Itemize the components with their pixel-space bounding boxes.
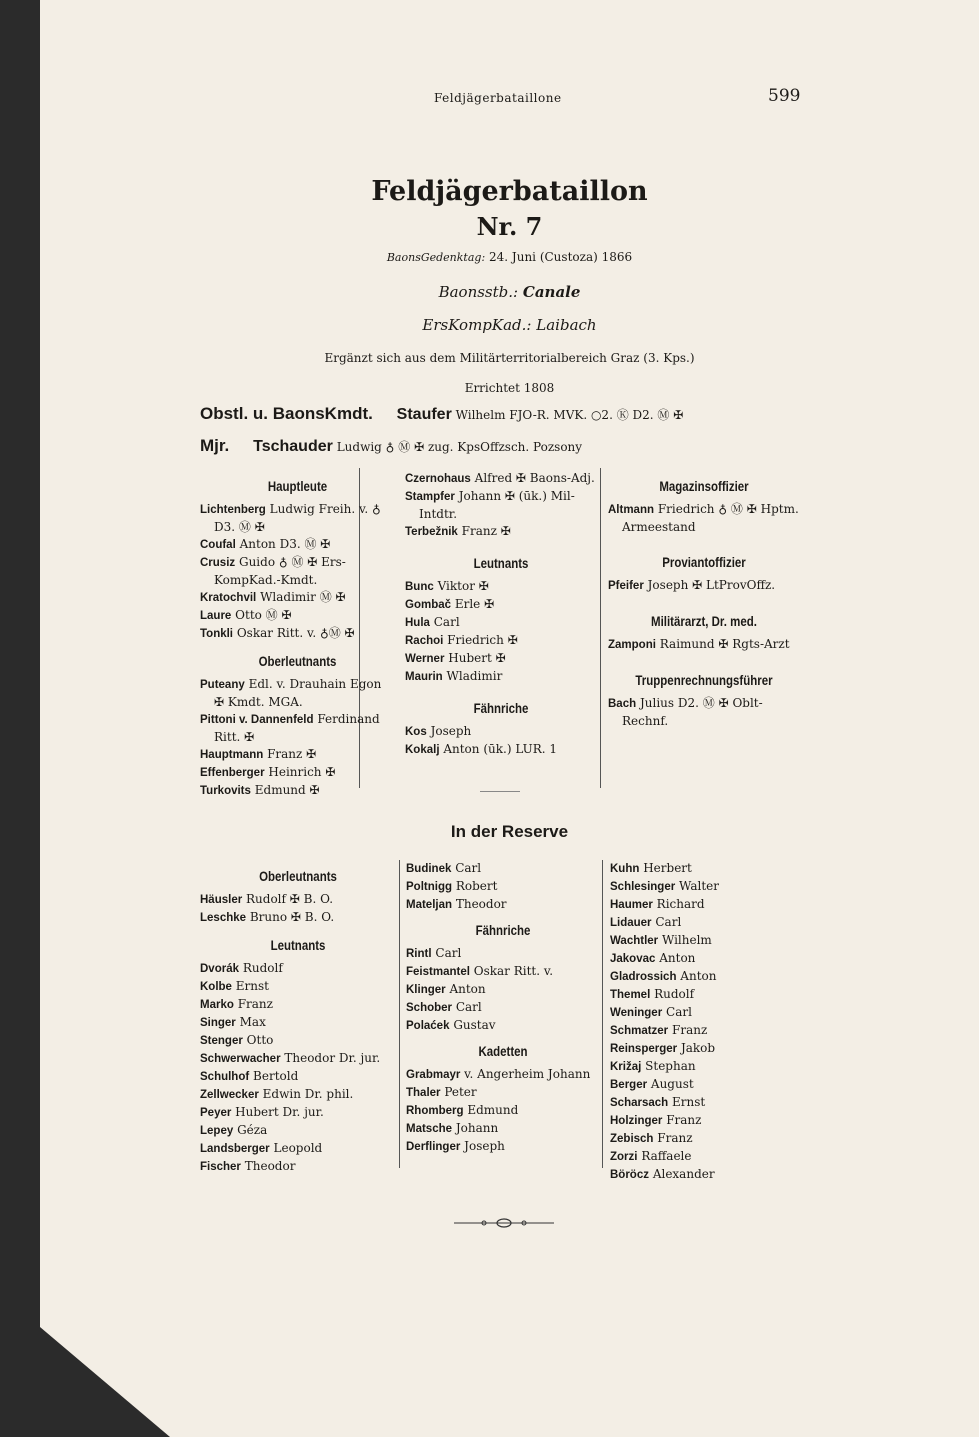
entry-details: Anton — [449, 982, 486, 996]
entry-surname: Puteany — [200, 679, 245, 691]
reserve-heading: In der Reserve — [450, 822, 569, 841]
roster-entry — [406, 860, 600, 878]
entry-details: Jakob — [680, 1041, 716, 1055]
roster-entry — [200, 676, 395, 711]
entry-surname: Haumer — [610, 899, 653, 911]
column-divider — [399, 860, 400, 1168]
entry-details: Franz — [237, 997, 273, 1011]
entry-surname: Terbežnik — [405, 526, 458, 538]
entry-details: Theodor — [455, 897, 507, 911]
entry-surname: Marko — [200, 999, 234, 1011]
entry-surname: Mateljan — [406, 899, 453, 911]
major-details: Ludwig ♁ Ⓜ ✠ zug. KpsOffzsch. Pozsony — [336, 440, 583, 454]
entry-details: Ludwig Freih. v. ♁ D3. Ⓜ ✠ — [214, 502, 381, 534]
entry-surname: Zorzi — [610, 1151, 638, 1163]
roster-entry — [200, 764, 395, 782]
entry-surname: Dvorák — [200, 963, 239, 975]
entry-details: Joseph — [430, 724, 472, 738]
entry-surname: Leschke — [200, 912, 247, 924]
kadetten-heading: Kadetten — [478, 1043, 528, 1059]
entry-details: Carl — [666, 1005, 692, 1019]
roster-entry — [610, 1076, 800, 1094]
baonsstab-value: Canale — [522, 283, 581, 301]
entry-surname: Maurin — [405, 671, 443, 683]
short-rule — [480, 791, 520, 792]
reserve-leutnants-heading: Leutnants — [270, 937, 326, 953]
page-number: 599 — [768, 86, 801, 106]
entry-surname: Gombač — [405, 599, 452, 611]
entry-details: Otto — [246, 1033, 274, 1047]
entry-surname: Hula — [405, 617, 430, 629]
entry-surname: Fischer — [200, 1161, 241, 1173]
erskomp-value: Laibach — [536, 316, 597, 334]
roster-entry — [610, 1004, 800, 1022]
entry-surname: Scharsach — [610, 1097, 669, 1109]
entry-surname: Schmatzer — [610, 1025, 669, 1037]
proviant-list — [608, 577, 800, 595]
entry-details: Franz ✠ — [461, 524, 511, 538]
entry-surname: Kolbe — [200, 981, 232, 993]
entry-surname: Kos — [405, 726, 427, 738]
entry-surname: Schlesinger — [610, 881, 676, 893]
fahnriche-list — [405, 723, 597, 759]
major-rank: Mjr. — [200, 436, 230, 455]
roster-entry — [200, 1068, 396, 1086]
entry-surname: Grabmayr — [406, 1069, 461, 1081]
commander-name: Staufer — [396, 406, 452, 423]
entry-surname: Gladrossich — [610, 971, 677, 983]
roster-entry — [406, 1120, 600, 1138]
entry-details: Theodor — [244, 1159, 296, 1173]
roster-entry — [405, 650, 597, 668]
entry-surname: Werner — [405, 653, 445, 665]
entry-details: Anton (ūk.) LUR. 1 — [443, 742, 558, 756]
active-col3 — [608, 470, 800, 730]
page-subtitle: Nr. 7 — [476, 212, 543, 241]
entry-surname: Tonkli — [200, 628, 234, 640]
entry-surname: Bunc — [405, 581, 434, 593]
roster-entry — [200, 978, 396, 996]
hauptleute-list — [200, 501, 395, 643]
entry-surname: Wachtler — [610, 935, 659, 947]
entry-surname: Rintl — [406, 948, 432, 960]
roster-entry — [200, 782, 395, 800]
baonsstab-label: Baonsstb.: — [438, 283, 519, 301]
entry-details: Edmund — [467, 1103, 519, 1117]
entry-details: Peter — [444, 1085, 477, 1099]
roster-entry — [200, 746, 395, 764]
entry-details: Ernst — [672, 1095, 706, 1109]
entry-surname: Laure — [200, 610, 232, 622]
entry-details: Julius D2. Ⓜ ✠ Oblt-Rechnf. — [622, 696, 763, 728]
entry-surname: Häusler — [200, 894, 243, 906]
entry-details: Edl. v. Drauhain Egon ✠ Kmdt. MGA. — [214, 677, 382, 709]
magazin-list — [608, 501, 800, 536]
entry-details: Anton — [659, 951, 696, 965]
active-col2 — [405, 470, 597, 759]
entry-details: Carl — [455, 1000, 482, 1014]
entry-surname: Böröcz — [610, 1169, 649, 1181]
reserve-col2 — [406, 860, 600, 1156]
reserve-oberleutnants-list — [200, 891, 396, 927]
entry-details: Robert — [455, 879, 498, 893]
entry-details: Erle ✠ — [454, 597, 495, 611]
entry-surname: Feistmantel — [406, 966, 470, 978]
staff-list — [405, 470, 597, 541]
entry-surname: Polaćek — [406, 1020, 450, 1032]
leutnants-list — [405, 578, 597, 686]
entry-surname: Matsche — [406, 1123, 453, 1135]
document-page — [40, 0, 979, 1437]
roster-entry — [200, 909, 396, 927]
roster-entry — [406, 1066, 600, 1084]
roster-entry — [200, 1050, 396, 1068]
entry-details: Johann — [455, 1121, 499, 1135]
entry-details: Franz — [666, 1113, 702, 1127]
entry-details: Wladimir Ⓜ ✠ — [260, 590, 346, 604]
commander-rank: Obstl. u. BaonsKmdt. — [200, 404, 373, 423]
roster-entry — [200, 1014, 396, 1032]
kadetten-list — [406, 1066, 600, 1156]
torn-corner — [40, 1327, 170, 1437]
gedenktag — [40, 250, 979, 264]
entry-details: Oskar Ritt. v. — [473, 964, 554, 978]
entry-surname: Jakovac — [610, 953, 656, 965]
roster-entry — [610, 1040, 800, 1058]
entry-surname: Hauptmann — [200, 749, 264, 761]
roster-entry — [200, 1158, 396, 1176]
roster-entry — [200, 536, 395, 554]
roster-entry — [405, 578, 597, 596]
roster-entry — [610, 950, 800, 968]
roster-entry — [200, 1086, 396, 1104]
entry-details: Bertold — [253, 1069, 299, 1083]
entry-details: Max — [239, 1015, 266, 1029]
reserve-fahnriche-list — [406, 945, 600, 1035]
arzt-heading: Militärarzt, Dr. med. — [651, 613, 757, 629]
roster-entry — [610, 914, 800, 932]
entry-surname: Pittoni v. Dannenfeld — [200, 714, 314, 726]
roster-entry — [610, 1022, 800, 1040]
roster-entry — [406, 963, 600, 981]
entry-surname: Kuhn — [610, 863, 640, 875]
roster-entry — [608, 695, 800, 730]
entry-details: Leopold — [273, 1141, 323, 1155]
entry-details: Gustav — [453, 1018, 496, 1032]
roster-entry — [405, 668, 597, 686]
entry-details: Carl — [435, 946, 462, 960]
entry-surname: Lichtenberg — [200, 504, 266, 516]
entry-details: Heinrich ✠ — [268, 765, 336, 779]
roster-entry — [405, 723, 597, 741]
oberleutnants-heading: Oberleutnants — [258, 653, 337, 669]
roster-entry — [406, 981, 600, 999]
entry-details: Hubert Dr. jur. — [235, 1105, 324, 1119]
entry-details: Rudolf — [242, 961, 283, 975]
roster-entry — [405, 614, 597, 632]
entry-details: Alexander — [652, 1167, 715, 1181]
entry-surname: Klinger — [406, 984, 446, 996]
entry-surname: Stenger — [200, 1035, 243, 1047]
entry-surname: Rachoi — [405, 635, 444, 647]
entry-surname: Landsberger — [200, 1143, 270, 1155]
roster-entry — [608, 501, 800, 536]
commander-row — [200, 404, 683, 424]
entry-surname: Berger — [610, 1079, 648, 1091]
roster-entry — [406, 1102, 600, 1120]
proviant-heading: Proviantoffizier — [662, 554, 746, 570]
entry-details: Otto Ⓜ ✠ — [235, 608, 292, 622]
roster-entry — [406, 1138, 600, 1156]
roster-entry — [200, 625, 395, 643]
entry-surname: Bach — [608, 698, 637, 710]
roster-entry — [406, 999, 600, 1017]
entry-details: Joseph — [464, 1139, 505, 1153]
roster-entry — [608, 636, 800, 654]
entry-details: Viktor ✠ — [437, 579, 489, 593]
entry-details: August — [650, 1077, 694, 1091]
entry-surname: Derflinger — [406, 1141, 461, 1153]
roster-entry — [405, 488, 597, 523]
entry-surname: Kokalj — [405, 744, 440, 756]
entry-details: Franz — [672, 1023, 708, 1037]
entry-details: Rudolf ✠ B. O. — [246, 892, 334, 906]
roster-entry — [200, 1122, 396, 1140]
gedenktag-value: 24. Juni (Custoza) 1866 — [489, 250, 633, 264]
entry-surname: Reinsperger — [610, 1043, 678, 1055]
entry-surname: Holzinger — [610, 1115, 663, 1127]
roster-entry — [610, 986, 800, 1004]
ornament-divider — [454, 1213, 554, 1233]
arzt-list — [608, 636, 800, 654]
reserve-col1 — [200, 862, 396, 1176]
roster-entry — [200, 1140, 396, 1158]
reserve-leutnants-list — [200, 960, 396, 1176]
entry-surname: Križaj — [610, 1061, 642, 1073]
entry-surname: Czernohaus — [405, 473, 471, 485]
entry-details: Carl — [455, 861, 482, 875]
roster-entry — [406, 1084, 600, 1102]
roster-entry — [610, 896, 800, 914]
entry-details: Ernst — [235, 979, 269, 993]
roster-entry — [610, 1166, 800, 1184]
entry-details: Franz — [657, 1131, 693, 1145]
entry-details: Ferdinand Ritt. ✠ — [214, 712, 380, 744]
entry-surname: Zebisch — [610, 1133, 654, 1145]
truppen-heading: Truppenrechnungsführer — [635, 672, 773, 688]
gedenktag-label: BaonsGedenktag: — [386, 251, 486, 264]
entry-surname: Pfeifer — [608, 580, 644, 592]
running-head: Feldjägerbataillone — [434, 91, 562, 105]
entry-surname: Zellwecker — [200, 1089, 259, 1101]
hauptleute-heading: Hauptleute — [267, 478, 328, 494]
roster-entry — [610, 1130, 800, 1148]
entry-surname: Effenberger — [200, 767, 265, 779]
magazin-heading: Magazinsoffizier — [659, 478, 749, 494]
roster-entry — [200, 711, 395, 746]
roster-entry — [610, 1112, 800, 1130]
leutnants-heading: Leutnants — [473, 555, 529, 571]
entry-details: Richard — [656, 897, 705, 911]
entry-surname: Zamponi — [608, 639, 656, 651]
roster-entry — [405, 523, 597, 541]
entry-details: v. Angerheim Johann — [464, 1067, 591, 1081]
entry-surname: Thaler — [406, 1087, 441, 1099]
roster-entry — [610, 878, 800, 896]
reserve-top-list — [406, 860, 600, 914]
entry-surname: Poltnigg — [406, 881, 452, 893]
entry-details: Edwin Dr. phil. — [262, 1087, 354, 1101]
entry-surname: Peyer — [200, 1107, 232, 1119]
entry-surname: Turkovits — [200, 785, 251, 797]
column-divider — [602, 860, 603, 1168]
roster-entry — [405, 632, 597, 650]
truppen-list — [608, 695, 800, 730]
roster-entry — [406, 1017, 600, 1035]
roster-entry — [200, 996, 396, 1014]
entry-details: Wilhelm — [661, 933, 712, 947]
entry-surname: Budinek — [406, 863, 452, 875]
entry-surname: Singer — [200, 1017, 236, 1029]
entry-details: Theodor Dr. jur. — [284, 1051, 381, 1065]
reserve-col3-list — [610, 860, 800, 1184]
fahnriche-heading: Fähnriche — [473, 700, 529, 716]
roster-entry — [200, 589, 395, 607]
entry-details: Herbert — [643, 861, 692, 875]
roster-entry — [200, 1032, 396, 1050]
entry-details: Carl — [655, 915, 682, 929]
entry-details: Friedrich ♁ Ⓜ ✠ Hptm. Armeestand — [622, 502, 799, 534]
entry-surname: Coufal — [200, 539, 236, 551]
roster-entry — [406, 945, 600, 963]
entry-details: Carl — [433, 615, 460, 629]
roster-entry — [610, 1058, 800, 1076]
commander-details: Wilhelm FJO-R. MVK. ○2. Ⓚ D2. Ⓜ ✠ — [455, 408, 684, 422]
entry-surname: Schober — [406, 1002, 453, 1014]
errichtet-line: Errichtet 1808 — [464, 381, 555, 395]
roster-entry — [200, 891, 396, 909]
active-col1 — [200, 470, 395, 800]
entry-details: Wladimir — [446, 669, 503, 683]
entry-details: Walter — [679, 879, 719, 893]
entry-details: Edmund ✠ — [254, 783, 320, 797]
entry-details: Johann ✠ (ūk.) Mil-Intdtr. — [419, 489, 575, 521]
entry-details: Guido ♁ Ⓜ ✠ Ers-KompKad.-Kmdt. — [214, 555, 346, 587]
entry-details: Bruno ✠ B. O. — [249, 910, 335, 924]
entry-surname: Kratochvil — [200, 592, 257, 604]
entry-surname: Lepey — [200, 1125, 234, 1137]
entry-details: Friedrich ✠ — [447, 633, 518, 647]
roster-entry — [405, 596, 597, 614]
erskomp — [40, 316, 979, 334]
entry-details: Anton — [680, 969, 717, 983]
roster-entry — [610, 860, 800, 878]
page-title: Feldjägerbataillon — [371, 176, 648, 207]
major-row — [200, 436, 582, 456]
roster-entry — [610, 1148, 800, 1166]
roster-entry — [405, 741, 597, 759]
entry-details: Oskar Ritt. v. ♁Ⓜ ✠ — [236, 626, 355, 640]
roster-entry — [200, 607, 395, 625]
roster-entry — [405, 470, 597, 488]
roster-entry — [610, 968, 800, 986]
roster-entry — [610, 932, 800, 950]
reserve-col3 — [610, 860, 800, 1184]
entry-details: Raimund ✠ Rgts-Arzt — [659, 637, 790, 651]
baonsstab — [40, 283, 979, 301]
entry-details: Joseph ✠ LtProvOffz. — [647, 578, 776, 592]
entry-surname: Lidauer — [610, 917, 652, 929]
reserve-fahnriche-heading: Fähnriche — [475, 922, 531, 938]
entry-surname: Schulhof — [200, 1071, 250, 1083]
entry-surname: Schwerwacher — [200, 1053, 281, 1065]
entry-surname: Altmann — [608, 504, 654, 516]
roster-entry — [406, 896, 600, 914]
roster-entry — [610, 1094, 800, 1112]
roster-entry — [200, 501, 395, 536]
entry-surname: Stampfer — [405, 491, 455, 503]
erskomp-label: ErsKompKad.: — [422, 316, 532, 334]
column-divider — [600, 468, 601, 788]
entry-surname: Themel — [610, 989, 651, 1001]
erganzt-line: Ergänzt sich aus dem Militärterritorialbereich Graz (3. Kps.) — [324, 351, 695, 365]
entry-details: Rudolf — [654, 987, 695, 1001]
entry-surname: Rhomberg — [406, 1105, 464, 1117]
entry-surname: Crusiz — [200, 557, 236, 569]
entry-details: Hubert ✠ — [448, 651, 506, 665]
oberleutnants-list — [200, 676, 395, 800]
roster-entry — [200, 554, 395, 589]
entry-details: Stephan — [645, 1059, 696, 1073]
reserve-oberleutnants-heading: Oberleutnants — [259, 868, 337, 884]
entry-details: Alfred ✠ Baons-Adj. — [474, 471, 595, 485]
major-name: Tschauder — [253, 438, 333, 455]
entry-surname: Weninger — [610, 1007, 663, 1019]
entry-details: Anton D3. Ⓜ ✠ — [239, 537, 331, 551]
roster-entry — [608, 577, 800, 595]
entry-details: Géza — [237, 1123, 268, 1137]
entry-details: Raffaele — [641, 1149, 692, 1163]
roster-entry — [406, 878, 600, 896]
entry-details: Franz ✠ — [267, 747, 317, 761]
roster-entry — [200, 960, 396, 978]
roster-entry — [200, 1104, 396, 1122]
